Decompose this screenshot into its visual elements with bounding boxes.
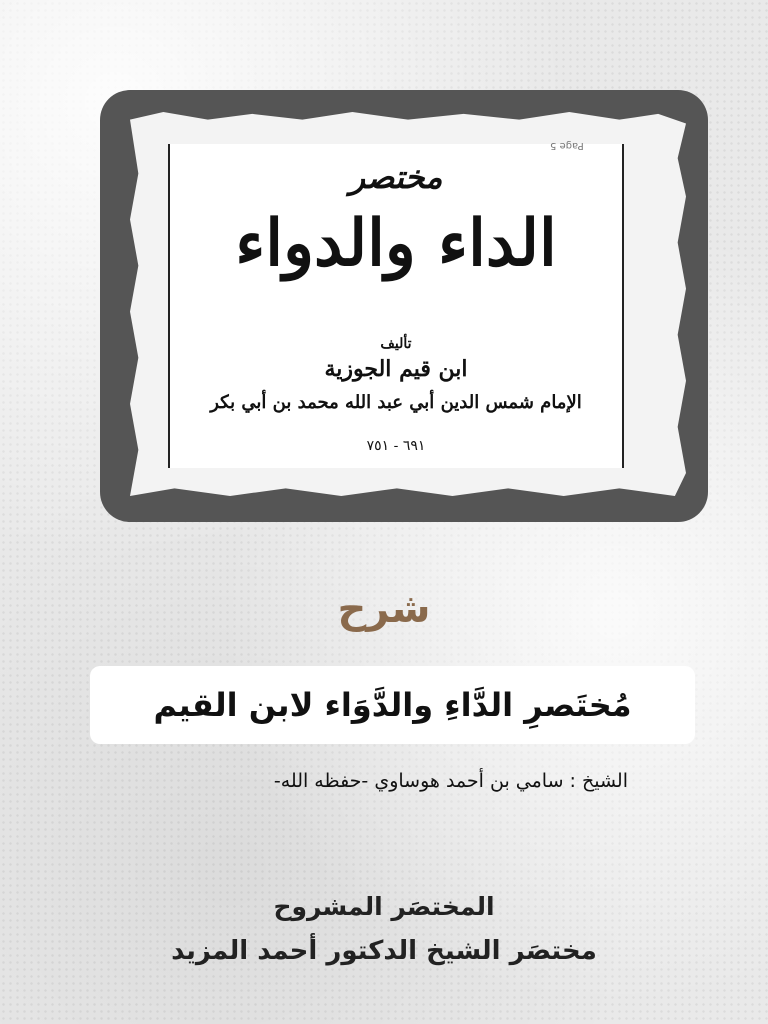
matn-label: المختصَر المشروح bbox=[273, 892, 495, 921]
sharh-heading: شرح bbox=[337, 586, 431, 632]
title-banner bbox=[90, 666, 695, 744]
book-author-full-name: الإمام شمس الدين أبي عبد الله محمد بن أبي بكر bbox=[210, 392, 582, 413]
book-title-page-scan bbox=[168, 140, 624, 468]
sheikh-line: الشيخ : سامي بن أحمد هوساوي -حفظه الله- bbox=[273, 770, 628, 792]
book-author: ابن قيم الجوزية bbox=[324, 356, 468, 382]
book-author-label: تأليف bbox=[380, 336, 412, 352]
matn-author: مختصَر الشيخ الدكتور أحمد المزيد bbox=[171, 936, 597, 966]
book-subtitle: مختصر bbox=[349, 158, 443, 196]
book-title: الداء والدواء bbox=[235, 206, 557, 281]
book-author-dates: ٦٩١ - ٧٥١ bbox=[366, 438, 426, 454]
banner-title: مُختَصرِ الدَّاءِ والدَّوَاء لابن القيم bbox=[153, 686, 632, 724]
page-mark: Page 5 bbox=[550, 140, 584, 151]
